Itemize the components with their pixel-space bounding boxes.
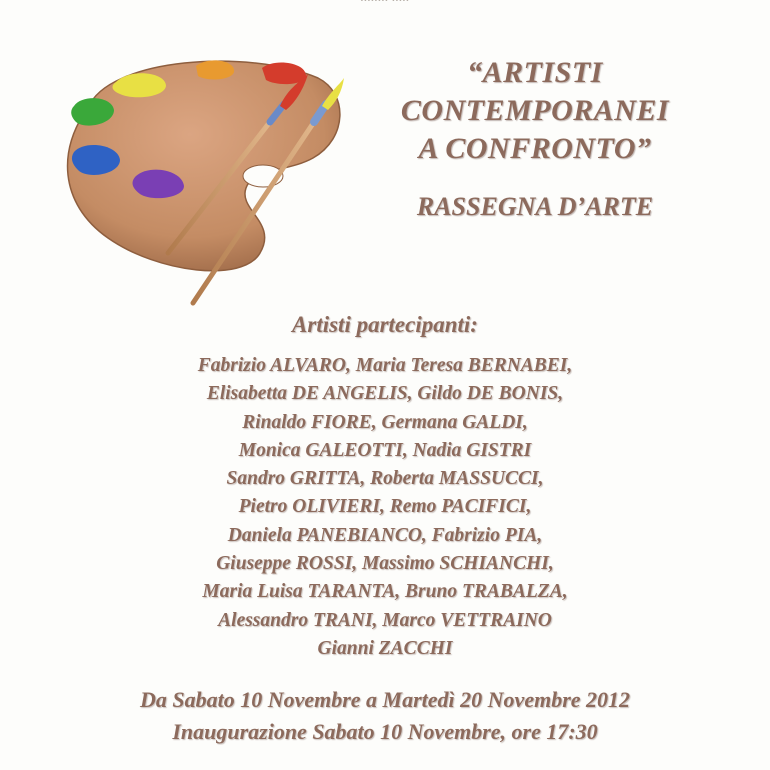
- artist-line: Monica GALEOTTI, Nadia GISTRI: [238, 439, 532, 461]
- artist-line: Maria Luisa TARANTA, Bruno TRABALZA,: [202, 581, 568, 603]
- title-line-2: CONTEMPORANEI: [400, 94, 670, 127]
- artist-line: Sandro GRITTA, Roberta MASSUCCI,: [226, 468, 544, 490]
- top-text-fragment: [0, 0, 770, 6]
- artists-heading: Artisti partecipanti:: [292, 312, 478, 337]
- title-block: [360, 54, 710, 222]
- event-dates: [0, 684, 770, 748]
- artist-line: Daniela PANEBIANCO, Fabrizio PIA,: [227, 524, 543, 546]
- artist-line: Gianni ZACCHI: [317, 637, 453, 659]
- exhibition-dates: Da Sabato 10 Novembre a Martedì 20 Novembre 2012: [139, 687, 631, 712]
- subtitle: RASSEGNA D’ARTE: [416, 192, 654, 221]
- artist-line: Fabrizio ALVARO, Maria Teresa BERNABEI,: [197, 355, 573, 376]
- yellow-paint-blob: [113, 73, 166, 97]
- painter-palette-icon: [48, 48, 348, 308]
- artist-line: Pietro OLIVIERI, Remo PACIFICI,: [238, 496, 532, 518]
- red-paint-blob: [262, 62, 306, 84]
- artists-list: [0, 352, 770, 663]
- title-line-1: “ARTISTI: [467, 56, 603, 89]
- artist-line: Elisabetta DE ANGELIS, Gildo DE BONIS,: [206, 383, 564, 405]
- artist-line: Giuseppe ROSSI, Massimo SCHIANCHI,: [216, 553, 554, 575]
- title-line-3: A CONFRONTO”: [418, 132, 652, 165]
- opening-time: Inaugurazione Sabato 10 Novembre, ore 17:30: [172, 719, 598, 744]
- artist-line: Alessandro TRANI, Marco VETTRAINO: [218, 609, 552, 631]
- artist-line: Rinaldo FIORE, Germana GALDI,: [242, 411, 528, 433]
